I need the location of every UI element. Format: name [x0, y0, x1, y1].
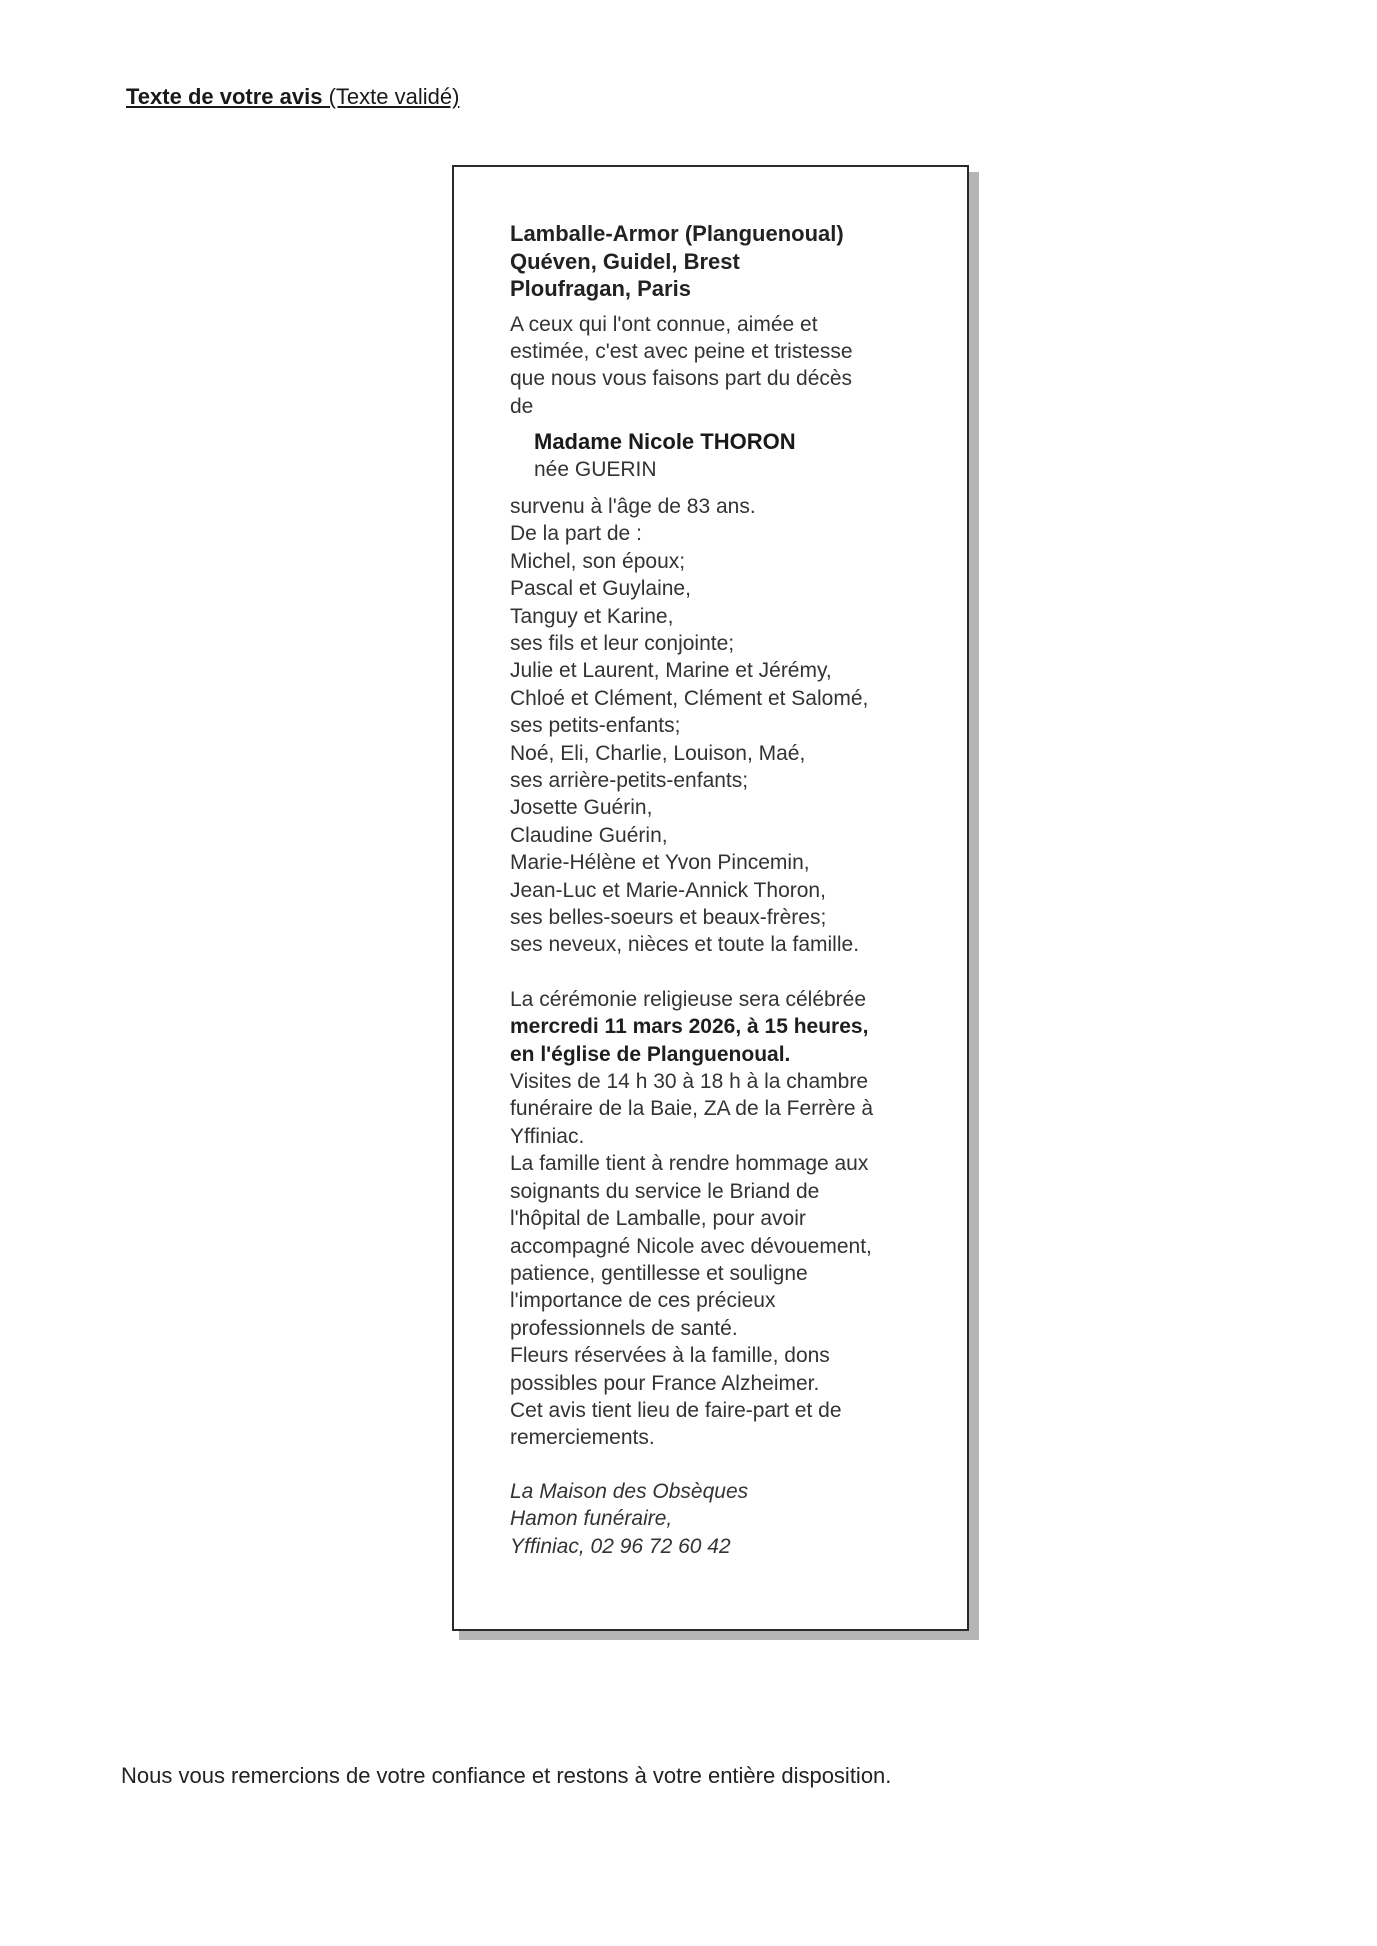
place-names: [510, 220, 960, 303]
details-line: La famille tient à rendre hommage aux: [510, 1152, 869, 1176]
ceremony-place: en l'église de Planguenoual.: [510, 1042, 791, 1066]
intro-line: de: [510, 394, 534, 418]
deceased-name: Madame Nicole THORON: [534, 429, 796, 455]
details-line: remerciements.: [510, 1426, 655, 1450]
family-line: Julie et Laurent, Marine et Jérémy,: [510, 659, 832, 683]
signature-line: La Maison des Obsèques: [510, 1479, 749, 1503]
intro-line: estimée, c'est avec peine et tristesse: [510, 339, 853, 363]
signature-line: Hamon funéraire,: [510, 1507, 673, 1531]
family-line: ses arrière-petits-enfants;: [510, 769, 749, 792]
family-line: ses neveux, nièces et toute la famille.: [510, 933, 860, 957]
title-status: (Texte validé): [322, 84, 460, 109]
family-line: Josette Guérin,: [510, 796, 653, 820]
ceremony-intro: La cérémonie religieuse sera célébrée: [510, 987, 867, 1011]
details-line: funéraire de la Baie, ZA de la Ferrère à: [510, 1097, 874, 1121]
ceremony-block: [510, 986, 960, 1452]
family-line: Noé, Eli, Charlie, Louison, Maé,: [510, 741, 806, 765]
details-line: Fleurs réservées à la famille, dons: [510, 1344, 830, 1368]
family-line: Pascal et Guylaine,: [510, 577, 691, 601]
details-line: Cet avis tient lieu de faire-part et de: [510, 1398, 842, 1422]
deceased-maiden-name: née GUERIN: [534, 457, 657, 481]
place-line: Ploufragan, Paris: [510, 276, 691, 301]
family-list: [510, 493, 960, 959]
deceased-block: [534, 428, 960, 483]
document-title: [126, 84, 459, 110]
family-line: De la part de :: [510, 522, 642, 546]
place-line: Quéven, Guidel, Brest: [510, 248, 740, 274]
closing-message: Nous vous remercions de votre confiance et restons à votre entière disposition.: [121, 1763, 892, 1788]
family-line: Chloé et Clément, Clément et Salomé,: [510, 686, 869, 710]
details-line: accompagné Nicole avec dévouement,: [510, 1234, 872, 1258]
details-line: l'hôpital de Lamballe, pour avoir: [510, 1207, 806, 1231]
family-line: ses fils et leur conjointe;: [510, 631, 735, 655]
details-line: patience, gentillesse et souligne: [510, 1261, 808, 1285]
family-line: Michel, son époux;: [510, 549, 686, 573]
family-line: Tanguy et Karine,: [510, 604, 674, 628]
family-line: Jean-Luc et Marie-Annick Thoron,: [510, 878, 826, 902]
family-line: survenu à l'âge de 83 ans.: [510, 494, 756, 518]
details-line: l'importance de ces précieux: [510, 1289, 776, 1313]
details-line: possibles pour France Alzheimer.: [510, 1371, 820, 1395]
funeral-home-signature: [510, 1478, 960, 1560]
intro-paragraph: [510, 311, 960, 421]
details-line: soignants du service le Briand de: [510, 1179, 820, 1203]
intro-line: A ceux qui l'ont connue, aimée et: [510, 312, 818, 336]
family-line: Claudine Guérin,: [510, 823, 668, 847]
obituary-notice-box: [452, 165, 969, 1631]
notice-content: [510, 220, 960, 1560]
family-line: ses petits-enfants;: [510, 714, 681, 738]
intro-line: que nous vous faisons part du décès: [510, 367, 853, 391]
details-line: Visites de 14 h 30 à 18 h à la chambre: [510, 1070, 869, 1094]
ceremony-date: mercredi 11 mars 2026, à 15 heures,: [510, 1015, 869, 1039]
details-line: Yffiniac.: [510, 1124, 585, 1148]
signature-line: Yffiniac, 02 96 72 60 42: [510, 1534, 731, 1558]
place-line: Lamballe-Armor (Planguenoual): [510, 221, 844, 246]
family-line: Marie-Hélène et Yvon Pincemin,: [510, 851, 810, 875]
details-line: professionnels de santé.: [510, 1316, 738, 1340]
family-line: ses belles-soeurs et beaux-frères;: [510, 906, 827, 930]
title-main: Texte de votre avis: [126, 84, 323, 109]
